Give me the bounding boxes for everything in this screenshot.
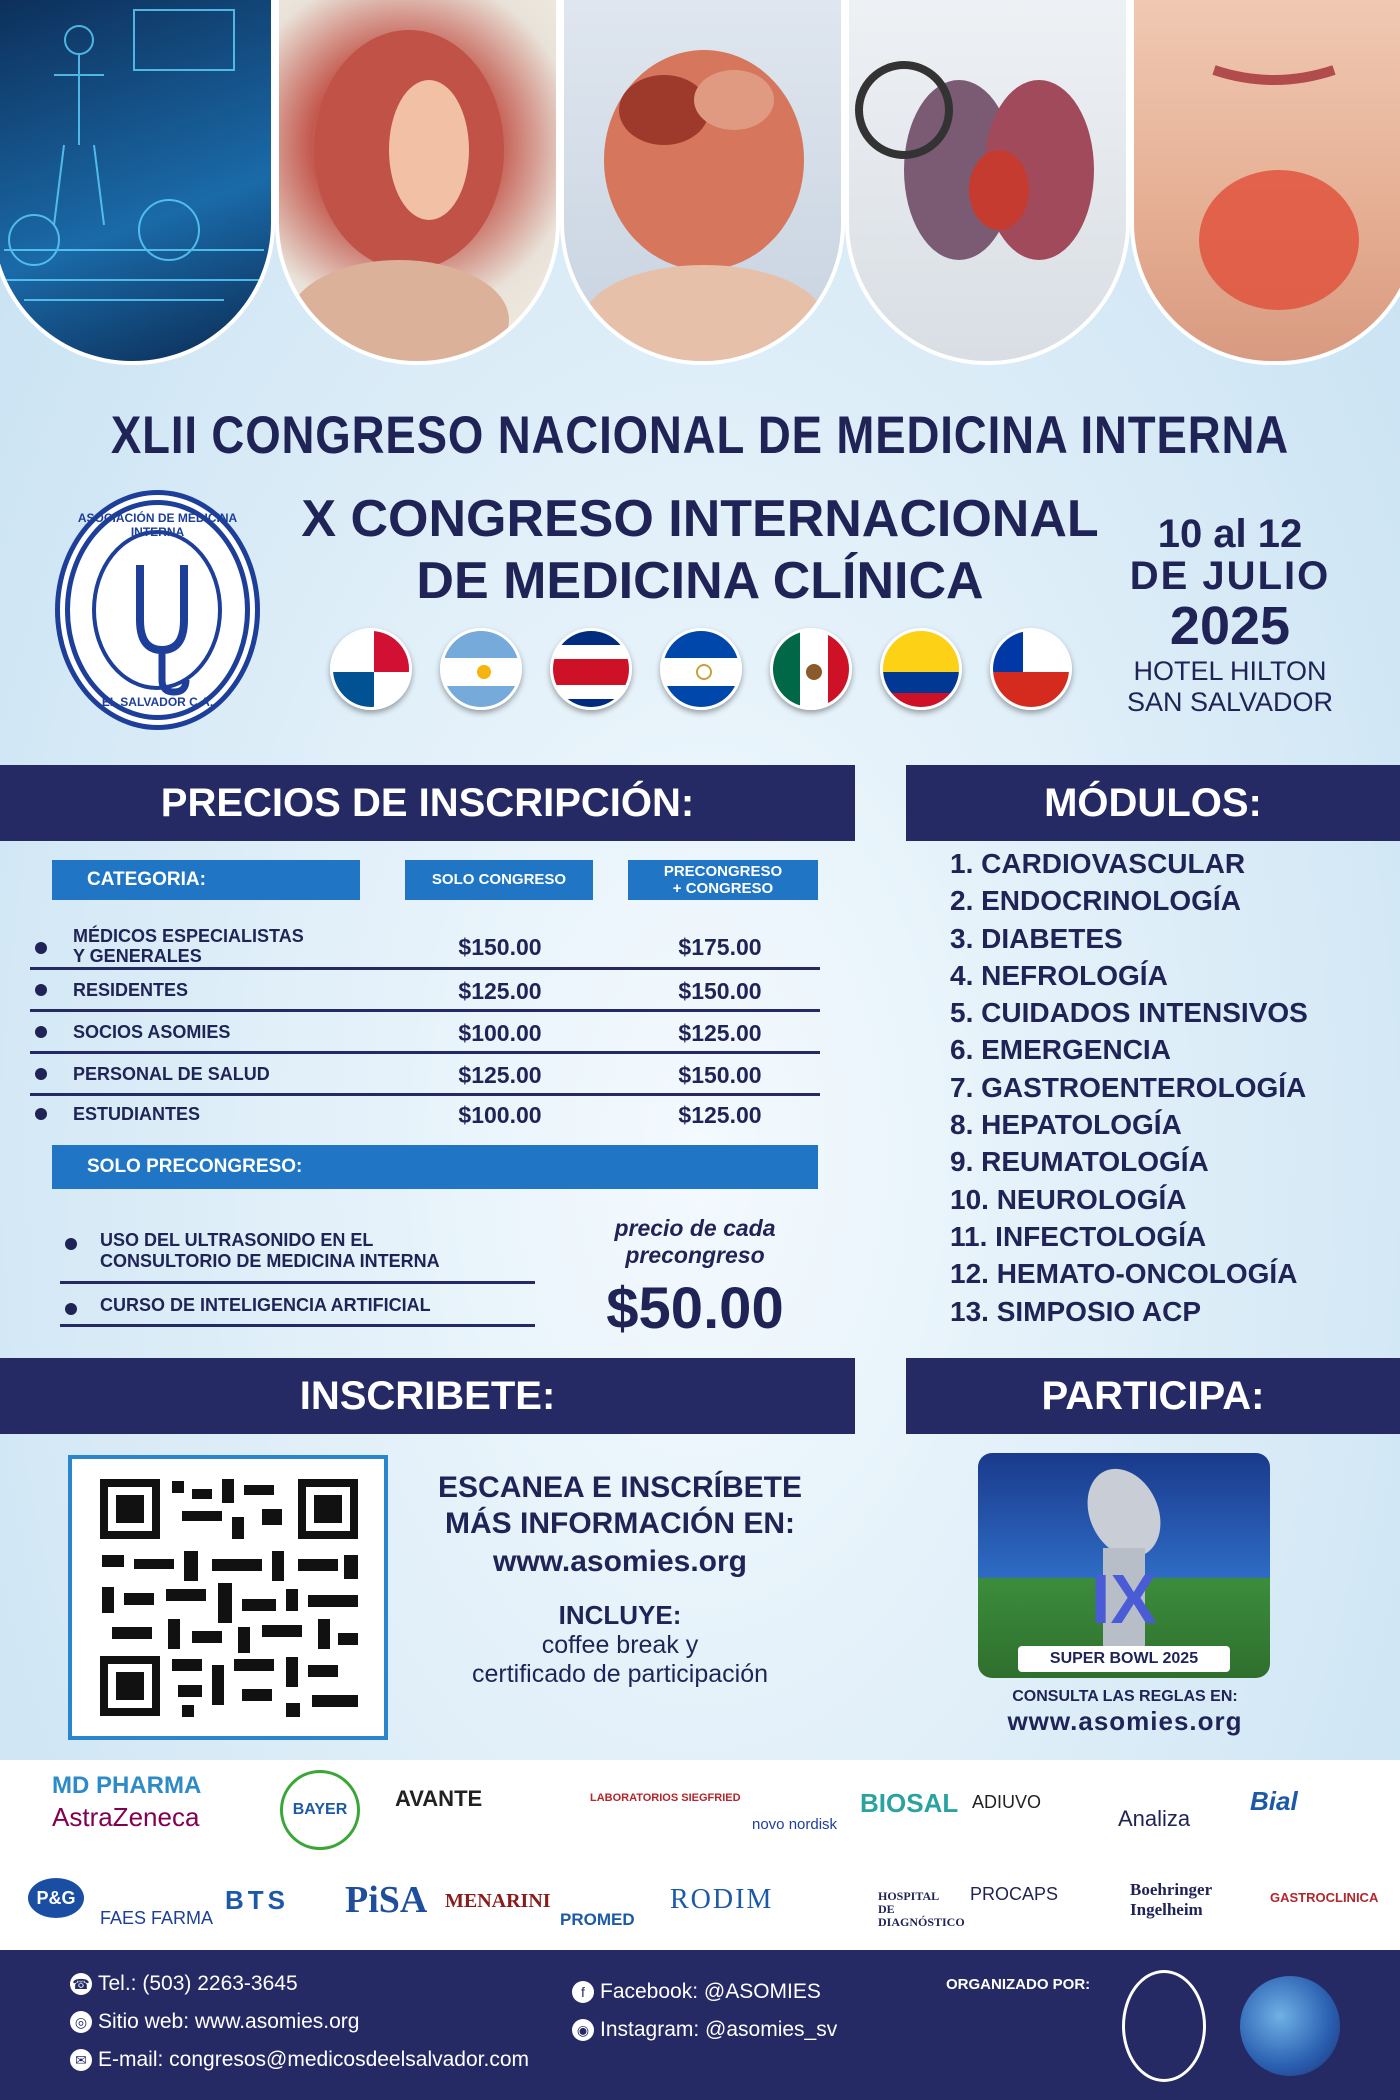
precongreso-price-block [555,1215,835,1342]
sponsor-logo: BTS [225,1885,289,1915]
price-solo: $125.00 [458,1062,542,1088]
precongreso-item [60,1295,535,1327]
participa-header: PARTICIPA: [906,1358,1400,1434]
organizer-logo-asomies [1122,1970,1206,2082]
thyroid-icon [1134,0,1400,365]
flag-el-salvador [660,628,742,710]
price-row [30,1094,820,1136]
price-combo: $125.00 [678,1102,762,1128]
module-item: 8. HEPATOLOGÍA [950,1109,1182,1141]
sponsor-logo: Boehringer Ingelheim [1130,1880,1212,1919]
bullet [35,1026,47,1038]
flag-mexico [770,628,852,710]
event-month: DE JULIO [1129,554,1331,598]
email-icon: ✉ [70,2049,92,2071]
instagram-icon: ◉ [572,2019,594,2041]
module-item: 2. ENDOCRINOLOGÍA [950,885,1241,917]
photo-thyroid [1130,0,1400,365]
subtitle-line-1: X CONGRESO INTERNACIONAL [301,490,1099,548]
sponsor-logo: FAES FARMA [100,1908,214,1928]
photo-lungs [845,0,1130,365]
sponsor-logo: PROCAPS [970,1884,1059,1904]
modules-list [950,845,1370,1330]
rules-label: CONSULTA LAS REGLAS EN: [1012,1688,1238,1705]
congress-title: XLII CONGRESO NACIONAL DE MEDICINA INTERNA [110,406,1290,465]
sponsor-logo: AVANTE [395,1786,483,1811]
subtitle-line-2: DE MEDICINA CLÍNICA [416,552,984,610]
svg-text:IX: IX [1090,1560,1158,1638]
includes-label: INCLUYE: [558,1600,682,1630]
event-days: 10 al 12 [1157,512,1303,556]
lungs-icon [849,0,1130,365]
congress-subtitle [250,488,1150,612]
modules-header: MÓDULOS: [906,765,1400,841]
module-item: 13. SIMPOSIO ACP [950,1295,1202,1327]
facebook-text: Facebook: @ASOMIES [600,1980,821,2003]
module-item: 11. INFECTOLOGÍA [950,1220,1207,1252]
header-photo-strip [0,0,1400,370]
organizer-label: ORGANIZADO POR: [946,1976,1091,1993]
price-solo: $100.00 [458,1020,542,1046]
col-header-combo [628,860,818,900]
flag-panama [330,628,412,710]
body-scan-icon [0,0,275,365]
register-line-2: MÁS INFORMACIÓN EN: [445,1507,795,1540]
globe-icon: ◎ [70,2011,92,2033]
flag-colombia [880,628,962,710]
price-row [30,970,820,1012]
price-category: ESTUDIANTES [73,1104,201,1124]
sponsor-logo: BIOSAL [860,1788,959,1818]
precongreso-line-1: CURSO DE INTELIGENCIA ARTIFICIAL [100,1295,431,1315]
register-url[interactable]: www.asomies.org [493,1545,747,1578]
price-solo: $125.00 [458,978,542,1004]
category-line-2: Y GENERALES [73,946,202,966]
super-bowl-badge: SUPER BOWL 2025 [1018,1646,1230,1672]
organizer-logo-globe [1240,1976,1340,2076]
sponsor-logo: AstraZeneca [52,1802,200,1832]
sponsor-logo: HOSPITAL DE DIAGNÓSTICO [878,1889,965,1929]
module-item: 1. CARDIOVASCULAR [950,848,1246,879]
bullet [35,1068,47,1080]
bullet [35,1108,47,1120]
rules-url[interactable]: www.asomies.org [1007,1706,1243,1736]
flag-costa-rica [550,628,632,710]
pricing-header: PRECIOS DE INSCRIPCIÓN: [0,765,855,841]
flag-chile [990,628,1072,710]
web-text: Sitio web: www.asomies.org [98,2010,360,2033]
module-item: 4. NEFROLOGÍA [950,959,1168,991]
sponsor-logo: MENARINI [445,1890,551,1912]
price-category: PERSONAL DE SALUD [73,1064,270,1084]
registration-qr-code[interactable] [68,1455,388,1740]
bullet [65,1303,77,1315]
sponsor-logo: novo nordisk [752,1816,838,1833]
event-venue-2: SAN SALVADOR [1126,687,1334,717]
register-header: INSCRIBETE: [0,1358,855,1434]
bullet [35,984,47,996]
precongreso-price: $50.00 [606,1276,784,1341]
sponsor-logo: LABORATORIOS SIEGFRIED [590,1792,741,1804]
module-item: 10. NEUROLOGÍA [950,1183,1187,1215]
module-item: 12. HEMATO-ONCOLOGÍA [950,1258,1298,1290]
includes-line-2: certificado de participación [472,1660,768,1688]
event-year: 2025 [1169,596,1291,656]
event-venue-1: HOTEL HILTON [1133,656,1327,686]
footer-web[interactable] [70,2010,359,2034]
photo-body-scan [0,0,275,365]
trophy-icon [978,1453,1270,1678]
bullet [65,1238,77,1250]
footer [0,1950,1400,2100]
facebook-icon: f [572,1981,594,2003]
price-solo: $100.00 [458,1102,542,1128]
sponsor-logo: ADIUVO [972,1792,1042,1812]
participa-rules [940,1688,1310,1737]
flag-argentina [440,628,522,710]
price-row [30,922,820,970]
price-category [73,926,373,966]
precongreso-line-2: CONSULTORIO DE MEDICINA INTERNA [100,1251,440,1271]
register-line-1: ESCANEA E INSCRÍBETE [438,1471,802,1504]
price-combo: $175.00 [678,934,762,960]
price-row [30,1054,820,1096]
sponsor-logo: P&G [28,1878,84,1918]
footer-email[interactable] [70,2048,529,2072]
bullet [35,942,47,954]
col-header-category: CATEGORIA: [52,860,360,900]
sponsor-logo: PROMED [560,1910,635,1929]
sponsor-logo: MD PHARMA [52,1772,202,1799]
sponsor-logo: RODIM [670,1884,774,1915]
col-header-solo: SOLO CONGRESO [405,860,593,900]
price-combo: $150.00 [678,1062,762,1088]
kidney-icon [279,0,560,365]
price-solo: $150.00 [458,934,542,960]
precongreso-line-1: USO DEL ULTRASONIDO EN EL [100,1230,374,1250]
module-item: 7. GASTROENTEROLOGÍA [950,1071,1307,1103]
sponsors-band [0,1760,1400,1950]
col-header-combo-1: PRECONGRESO [663,863,783,880]
precongreso-item [60,1230,535,1284]
photo-kidney [275,0,560,365]
sponsor-logo: Bial [1250,1786,1298,1816]
sponsor-logo: PiSA [345,1879,428,1921]
price-category: RESIDENTES [73,980,189,1000]
country-flags [330,628,1090,712]
logo-bottom-text: EL SALVADOR C.A. [101,695,214,709]
sponsor-logo: GASTROCLINICA [1270,1890,1379,1905]
tel-text: Tel.: (503) 2263-3645 [98,1972,298,1995]
logo-top-text: ASOCIACIÓN DE MEDICINA INTERNA [77,511,238,539]
includes-line-1: coffee break y [541,1631,699,1659]
module-item: 5. CUIDADOS INTENSIVOS [950,997,1308,1029]
price-combo: $125.00 [678,1020,762,1046]
module-item: 9. REUMATOLOGÍA [950,1146,1209,1178]
intestine-icon [564,0,845,365]
asomies-logo [65,500,250,720]
module-item: 3. DIABETES [950,922,1123,954]
solo-precongreso-header: SOLO PRECONGRESO: [52,1145,818,1189]
event-date-block [1110,512,1350,718]
precongreso-note-1: precio de cada [614,1215,776,1241]
footer-instagram[interactable] [572,2018,837,2042]
price-combo: $150.00 [678,978,762,1004]
price-category: SOCIOS ASOMIES [73,1022,231,1042]
instagram-text: Instagram: @asomies_sv [600,2018,838,2041]
super-bowl-image[interactable] [978,1453,1270,1678]
category-line-1: MÉDICOS ESPECIALISTAS [73,926,304,946]
register-info [400,1470,840,1689]
module-item: 6. EMERGENCIA [950,1034,1171,1066]
qr-code-icon [72,1459,384,1736]
col-header-combo-2: + CONGRESO [672,880,774,897]
precongreso-note-2: precongreso [625,1242,765,1268]
photo-intestine [560,0,845,365]
phone-icon: ☎ [70,1973,92,1995]
price-row [30,1012,820,1054]
sponsor-logo: BAYER [280,1770,360,1850]
sponsor-logo: Analiza [1118,1806,1191,1831]
email-text: E-mail: congresos@medicosdeelsalvador.com [98,2048,530,2071]
footer-tel[interactable] [70,1972,298,1996]
footer-facebook[interactable] [572,1980,821,2004]
